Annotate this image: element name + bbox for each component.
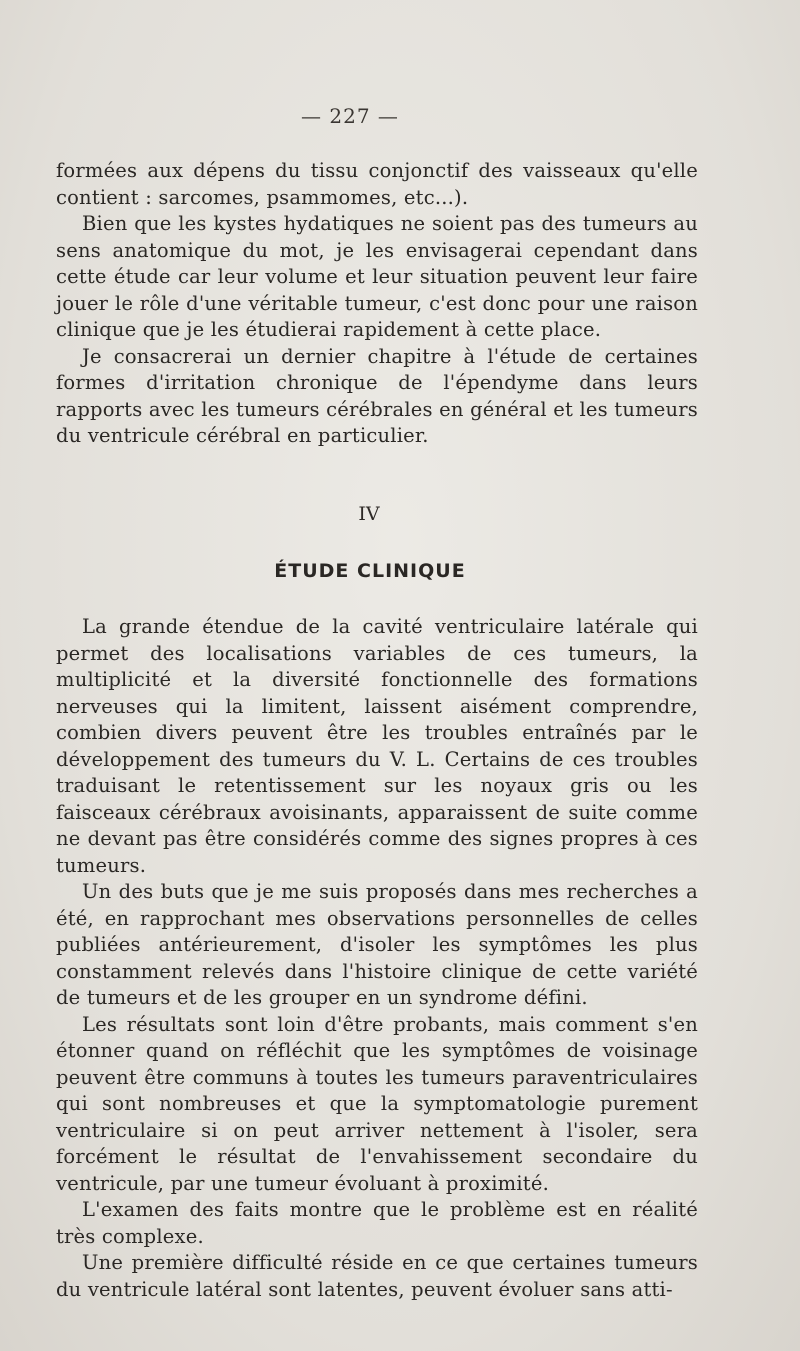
intro-text-block	[56, 158, 698, 450]
paragraph: La grande étendue de la cavité ventriculaire latérale qui permet des localisations variables de ces tumeurs, la multiplicité et la diversité fonctionnelle des formations nerveuses qui la limitent, laissent aisément comprendre, combien divers peuvent être les troubles entraînés par le développement des tumeurs du V. L. Certains de ces troubles traduisant le retentissement sur les noyaux gris ou les faisceaux cérébraux avoisinants, apparaissent de suite comme ne devant pas être considérés comme des signes propres à ces tumeurs.	[56, 615, 698, 877]
paragraph: formées aux dépens du tissu conjonctif des vaisseaux qu'elle contient : sarcomes, psammomes, etc...).	[56, 159, 698, 209]
page-number: — 227 —	[301, 104, 399, 128]
section-text-block	[56, 614, 698, 1303]
paragraph: Bien que les kystes hydatiques ne soient pas des tumeurs au sens anatomique du mot, je les envisagerai cependant dans cette étude car leur volume et leur situation peuvent leur faire jouer le rôle d'une véritable tumeur, c'est donc pour une raison clinique que je les étudierai rapidement à cette place.	[56, 212, 698, 341]
paragraph: Je consacrerai un dernier chapitre à l'étude de certaines formes d'irritation chronique de l'épendyme dans leurs rapports avec les tumeurs cérébrales en général et les tumeurs du ventricule cérébral en particulier.	[56, 344, 698, 447]
paragraph: Une première difficulté réside en ce que certaines tumeurs du ventricule latéral sont latentes, peuvent évoluer sans atti-	[56, 1251, 698, 1301]
paragraph: Les résultats sont loin d'être probants, mais comment s'en étonner quand on réfléchit que les symptômes de voisinage peuvent être communs à toutes les tumeurs paraventriculaires qui sont nombreuses et que la symptomatologie purement ventriculaire si on peut arriver nettement à l'isoler, sera forcément le résultat de l'envahissement secondaire du ventricule, par une tumeur évoluant à proximité.	[56, 1012, 698, 1195]
section-title: ÉTUDE CLINIQUE	[274, 560, 466, 582]
paragraph: L'examen des faits montre que le problème est en réalité très complexe.	[56, 1198, 698, 1248]
section-number: IV	[358, 503, 380, 525]
paragraph: Un des buts que je me suis proposés dans mes recherches a été, en rapprochant mes observations personnelles de celles publiées antérieurement, d'isoler les symptômes les plus constamment relevés dans l'histoire clinique de cette variété de tumeurs et de les grouper en un syndrome défini.	[56, 880, 698, 1009]
